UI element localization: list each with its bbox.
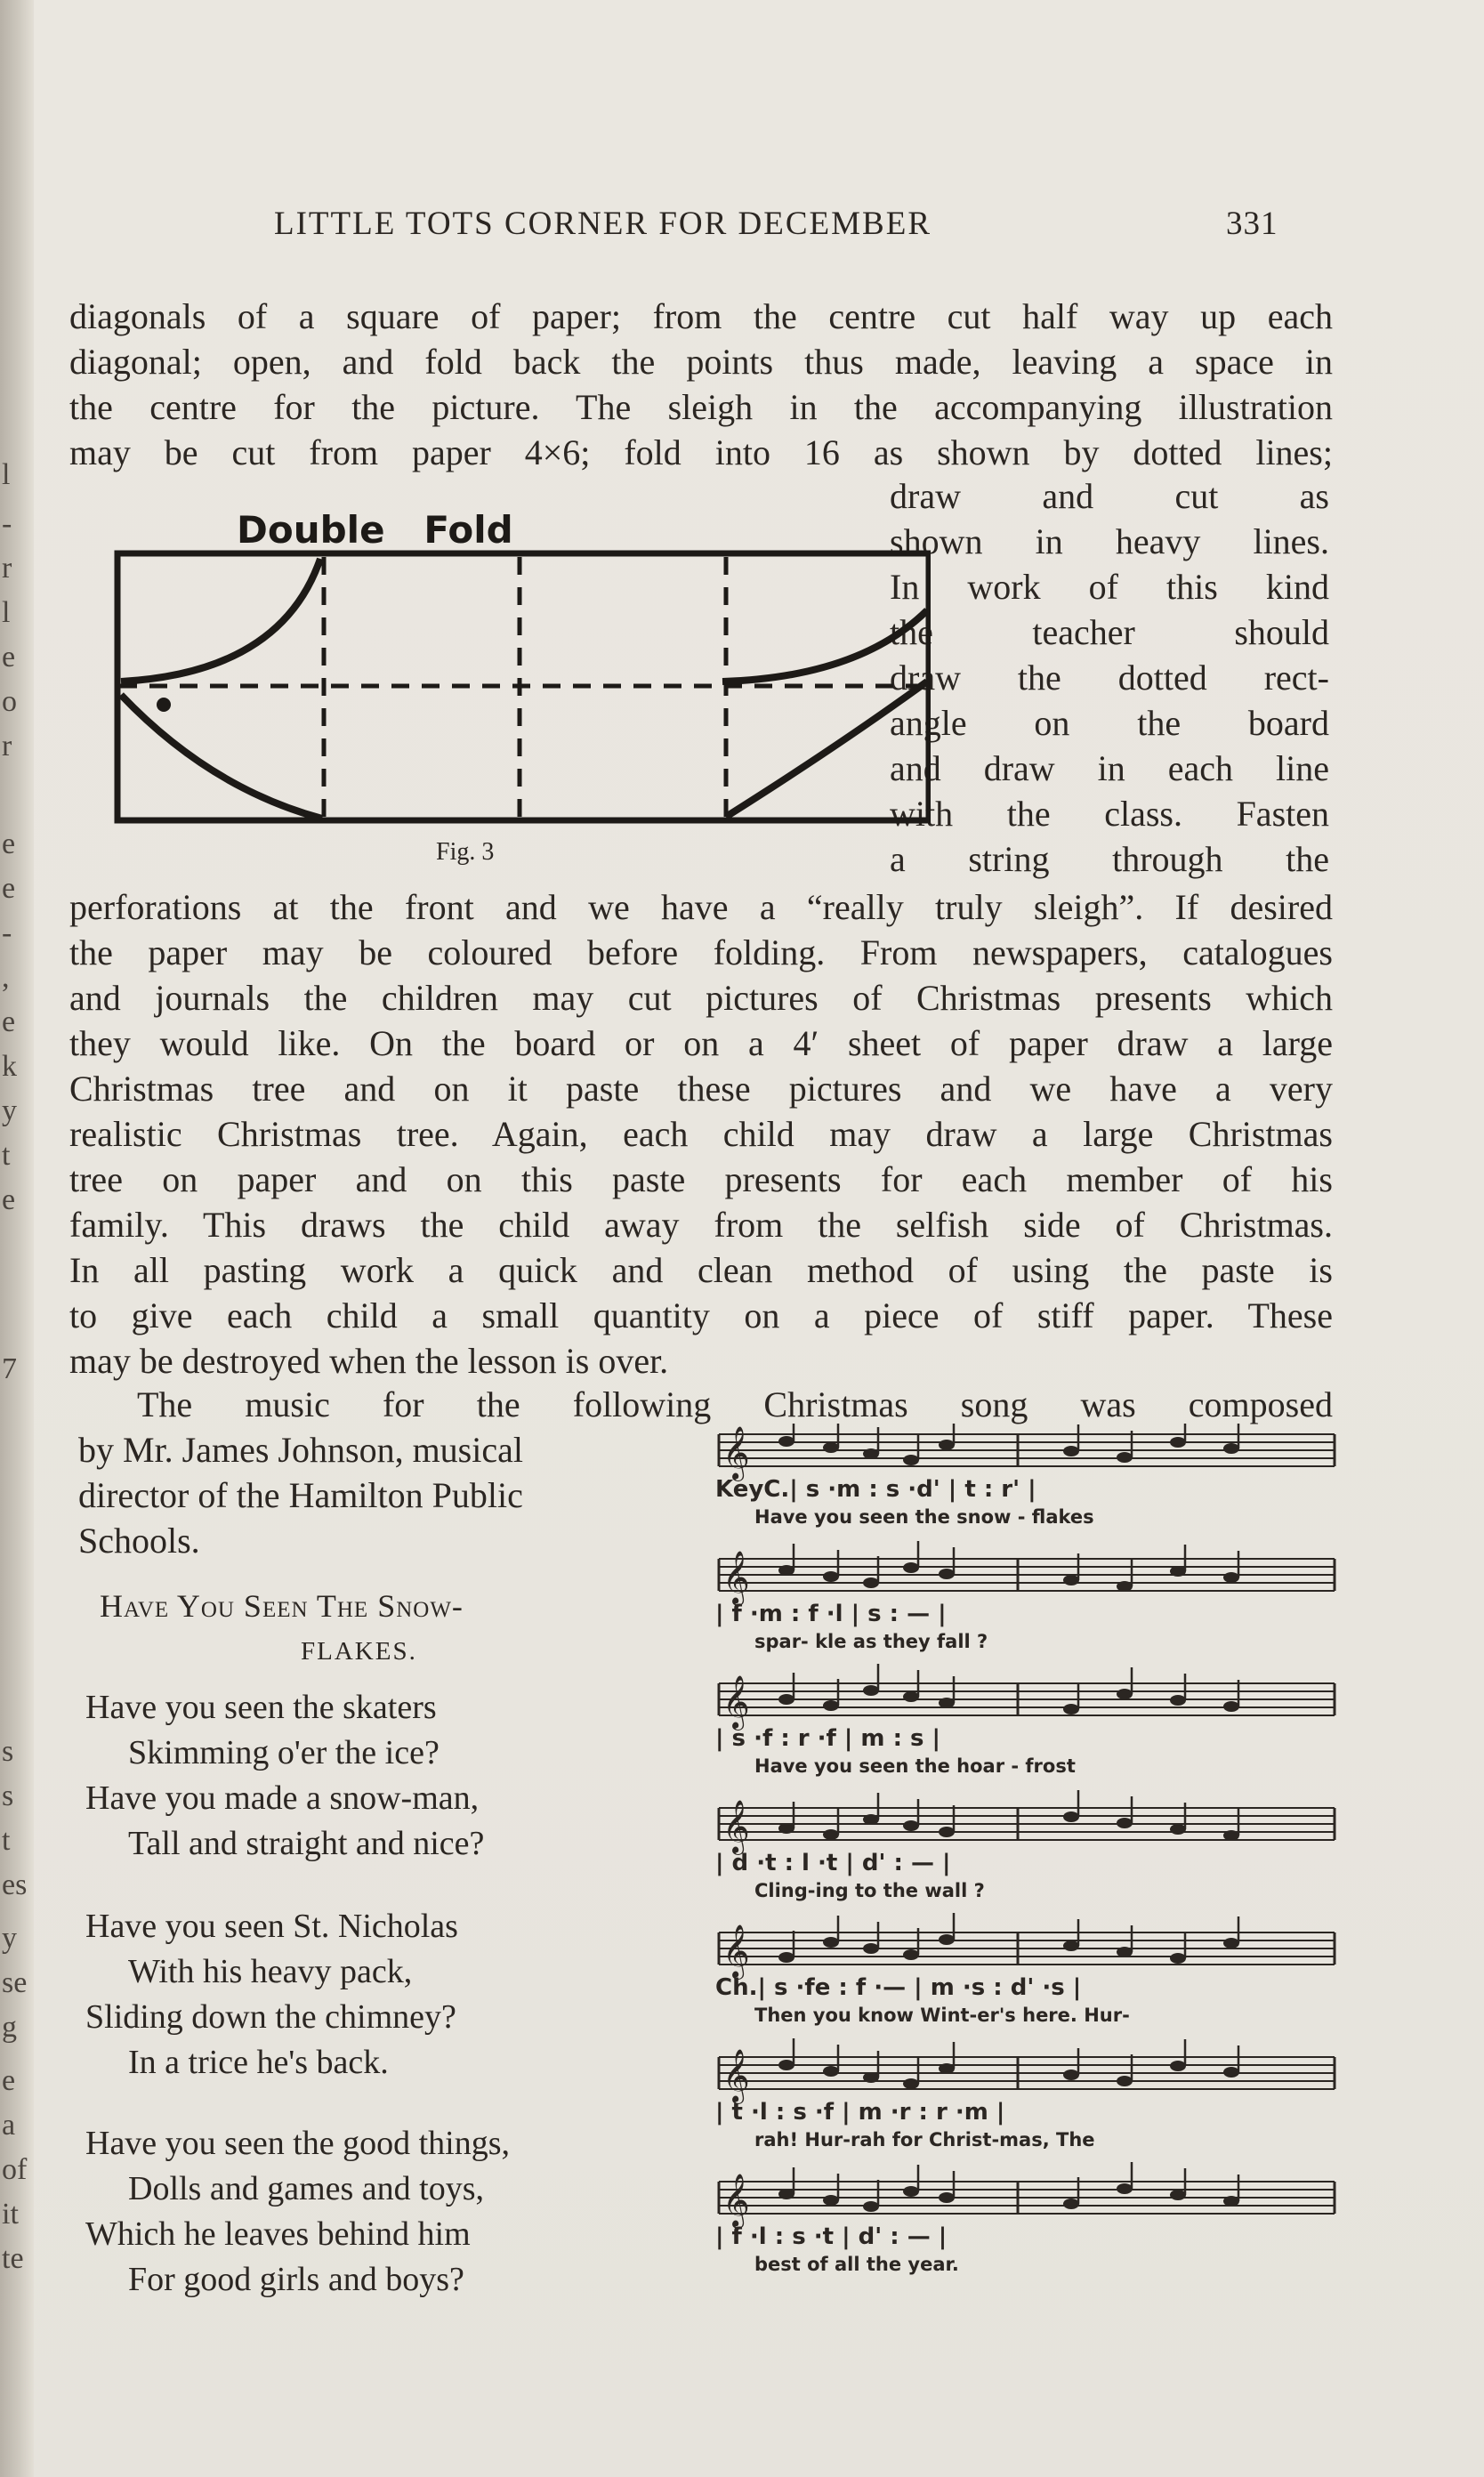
text-line: perforations at the front and we have a “really truly sleigh”. If desired [69, 887, 1333, 927]
facing-page-glyph: es [2, 1868, 28, 1901]
note-head [939, 2063, 955, 2074]
note-head [863, 2201, 879, 2212]
poem-line: Dolls and games and toys, [128, 2170, 485, 2207]
note-head [823, 2066, 839, 2077]
facing-page-glyph: e [2, 1183, 16, 1216]
intro-paragraph [69, 294, 1333, 475]
figure-caption: Fig. 3 [436, 838, 495, 866]
tonic-solfa-line: | s ·f : r ·f | m : s | [715, 1725, 941, 1752]
text-line: In all pasting work a quick and clean method of using the paste is [69, 1250, 1333, 1290]
lyrics-line: best of all the year. [754, 2254, 959, 2275]
poem-title: Have You Seen The Snow- [100, 1588, 464, 1624]
note-head [1063, 1940, 1079, 1951]
text-line: by Mr. James Johnson, musical [78, 1430, 523, 1470]
facing-page-glyph: - [2, 916, 12, 949]
note-head [1117, 2076, 1133, 2086]
note-head [1170, 1566, 1186, 1577]
dotted-fold-lines [119, 557, 927, 819]
poem-line: Have you seen St. Nicholas [85, 1908, 458, 1945]
facing-page-glyph: e [2, 827, 16, 860]
text-line: may be destroyed when the lesson is over. [69, 1341, 669, 1381]
note-head [823, 1442, 839, 1453]
facing-page-glyph: s [2, 1735, 14, 1768]
music-staff [715, 1664, 1335, 1777]
note-head [903, 1691, 919, 1702]
facing-page-edge [0, 0, 36, 2477]
text-line: a string through the [890, 839, 1329, 879]
note-head [1117, 1818, 1133, 1828]
note-head [1117, 1452, 1133, 1463]
lyrics-line: spar- kle as they fall ? [754, 1631, 988, 1652]
facing-page-glyph: t [2, 1139, 11, 1172]
lyrics-line: rah! Hur-rah for Christ-mas, The [754, 2129, 1095, 2150]
note-head [1063, 2199, 1079, 2209]
music-intro-first-line: The music for the following Christmas song was composed [137, 1384, 1333, 1424]
text-line: to give each child a small quantity on a piece of stiff paper. These [69, 1295, 1333, 1335]
note-head [1170, 1437, 1186, 1448]
note-head [823, 1700, 839, 1711]
lyrics-line: Have you seen the snow - flakes [754, 1506, 1094, 1528]
note-head [1117, 1689, 1133, 1699]
treble-clef-icon: 𝄞 [722, 2174, 750, 2227]
note-head [1170, 2061, 1186, 2071]
tonic-solfa-line: | f ·l : s ·t | d' : — | [715, 2223, 948, 2250]
poem-stanza-2 [85, 1904, 458, 2086]
treble-clef-icon: 𝄞 [722, 1551, 750, 1604]
note-head [778, 1436, 794, 1447]
note-head [1170, 2190, 1186, 2200]
note-head [903, 1820, 919, 1831]
facing-page-glyph: it [2, 2198, 19, 2231]
text-line: and draw in each line [890, 748, 1329, 788]
facing-page-glyph: , [2, 961, 10, 994]
book-page [34, 0, 1484, 2477]
note-head [1223, 1830, 1239, 1841]
text-line: Christmas tree and on it paste these pictures and we have a very [69, 1069, 1333, 1109]
note-head [778, 1823, 794, 1834]
facing-page-glyph: te [2, 2242, 24, 2275]
music-staff [715, 1790, 1335, 1901]
text-line: family. This draws the child away from the selfish side of Christmas. [69, 1205, 1333, 1245]
text-line: Schools. [78, 1521, 200, 1561]
note-head [863, 1685, 879, 1696]
note-head [903, 2078, 919, 2089]
facing-page-glyph: r [2, 730, 12, 762]
poem-stanza-1 [85, 1685, 484, 1867]
facing-page-glyph: se [2, 1966, 28, 1999]
lyrics-line: Then you know Wint-er's here. Hur- [754, 2005, 1130, 2026]
text-line: angle on the board [890, 703, 1329, 743]
poem-line: For good girls and boys? [128, 2261, 464, 2298]
note-head [1223, 1938, 1239, 1949]
text-line: they would like. On the board or on a 4′ sheet of paper draw a large [69, 1023, 1333, 1063]
note-head [778, 2189, 794, 2199]
poem-line: Have you made a snow-man, [85, 1779, 480, 1817]
facing-page-glyph: 7 [2, 1352, 17, 1385]
text-line: draw the dotted rect- [890, 658, 1329, 698]
music-staff [715, 1913, 1335, 2026]
note-head [1223, 2067, 1239, 2078]
note-head [903, 1562, 919, 1573]
facing-page-glyph: y [2, 1094, 17, 1127]
text-line: draw and cut as [890, 476, 1329, 516]
cut-lines [121, 559, 927, 819]
music-staff [715, 2162, 1335, 2275]
treble-clef-icon: 𝄞 [722, 1426, 750, 1480]
note-head [1063, 1575, 1079, 1585]
note-head [1170, 1953, 1186, 1964]
treble-clef-icon: 𝄞 [722, 2049, 750, 2102]
poem-line: Have you seen the good things, [85, 2125, 511, 2162]
note-head [778, 2060, 794, 2070]
facing-page-glyph: k [2, 1050, 17, 1083]
tonic-solfa-line: | d ·t : l ·t | d' : — | [715, 1850, 951, 1876]
text-line: shown in heavy lines. [890, 521, 1329, 561]
note-head [939, 1827, 955, 1837]
poem-line: With his heavy pack, [128, 1953, 413, 1990]
facing-page-glyph: g [2, 2011, 17, 2044]
note-head [778, 1694, 794, 1705]
facing-page-glyph: o [2, 685, 17, 718]
note-head [1063, 2070, 1079, 2080]
note-head [823, 2195, 839, 2206]
note-head [939, 1934, 955, 1945]
facing-page-glyph: e [2, 2064, 16, 2097]
facing-page-glyph: e [2, 641, 16, 674]
facing-page-glyph: - [2, 507, 12, 540]
note-head [863, 1814, 879, 1825]
note-head [823, 1937, 839, 1948]
text-line: the paper may be coloured before folding. From newspapers, catalogues [69, 932, 1333, 972]
text-line: tree on paper and on this paste presents for each member of his [69, 1159, 1333, 1199]
note-head [1063, 1446, 1079, 1456]
note-head [903, 1949, 919, 1960]
page-number: 331 [1226, 206, 1278, 242]
wrapped-text-column [890, 473, 1329, 882]
running-title: LITTLE TOTS CORNER FOR DECEMBER [274, 206, 932, 242]
note-head [1063, 1811, 1079, 1822]
note-head [863, 1448, 879, 1459]
treble-clef-icon: 𝄞 [722, 1924, 750, 1978]
tonic-solfa-line: KeyC.| s ·m : s ·d' | t : r' | [715, 1476, 1036, 1503]
music-staff [715, 2038, 1335, 2150]
note-head [1117, 1581, 1133, 1592]
poem-stanza-3 [85, 2121, 510, 2303]
note-head [1223, 1701, 1239, 1712]
note-head [939, 1698, 955, 1708]
poem-title-continued: FLAKES. [301, 1637, 417, 1666]
tonic-solfa-line: Ch.| s ·fe : f ·— | m ·s : d' ·s | [715, 1974, 1082, 2001]
note-head [863, 1943, 879, 1954]
facing-page-glyph: e [2, 872, 16, 905]
note-head [903, 1455, 919, 1465]
treble-clef-icon: 𝄞 [722, 1675, 750, 1729]
figure-heading: Double Fold [237, 508, 513, 552]
note-head [903, 2186, 919, 2197]
tonic-solfa-line: | t ·l : s ·f | m ·r : r ·m | [715, 2099, 1005, 2126]
text-line: the centre for the picture. The sleigh in the accompanying illustration [69, 387, 1333, 427]
note-head [1063, 1704, 1079, 1715]
poem-line: Have you seen the skaters [85, 1689, 437, 1726]
perforation-dot [157, 698, 171, 712]
note-head [1223, 2196, 1239, 2207]
tonic-solfa-line: | f ·m : f ·l | s : — | [715, 1601, 947, 1627]
note-head [823, 1571, 839, 1582]
poem-line: Tall and straight and nice? [128, 1825, 485, 1862]
note-head [1117, 2183, 1133, 2194]
music-intro-lines [78, 1427, 657, 1563]
facing-page-glyph: l [2, 596, 11, 629]
note-head [1117, 1947, 1133, 1957]
poem-line: Sliding down the chimney? [85, 1998, 456, 2036]
lyrics-line: Have you seen the hoar - frost [754, 1755, 1076, 1777]
facing-page-glyph: s [2, 1779, 14, 1812]
note-head [1170, 1695, 1186, 1706]
note-head [939, 2192, 955, 2203]
music-staff [715, 1424, 1335, 1528]
note-head [939, 1569, 955, 1579]
treble-clef-icon: 𝄞 [722, 1800, 750, 1853]
music-staff [715, 1541, 1335, 1652]
poem-line: In a trice he's back. [128, 2044, 389, 2081]
sleigh-fold-figure [77, 504, 931, 859]
poem-line: Skimming o'er the ice? [128, 1734, 440, 1771]
facing-page-glyph: e [2, 1005, 16, 1038]
note-head [1170, 1824, 1186, 1835]
text-line: diagonal; open, and fold back the points thus made, leaving a space in [69, 342, 1333, 382]
text-line: with the class. Fasten [890, 794, 1329, 834]
poem-line: Which he leaves behind him [85, 2215, 471, 2253]
note-head [778, 1952, 794, 1963]
facing-page-glyph: l [2, 458, 11, 491]
facing-page-glyph: t [2, 1824, 11, 1857]
text-line: may be cut from paper 4×6; fold into 16 as shown by dotted lines; [69, 432, 1333, 472]
facing-page-glyph: y [2, 1922, 17, 1955]
text-line: realistic Christmas tree. Again, each child may draw a large Christmas [69, 1114, 1333, 1154]
facing-page-glyph: r [2, 552, 12, 585]
note-head [823, 1829, 839, 1840]
lyrics-line: Cling-ing to the wall ? [754, 1880, 985, 1901]
text-line: and journals the children may cut pictures of Christmas presents which [69, 978, 1333, 1018]
facing-page-glyph: a [2, 2109, 16, 2142]
text-line: diagonals of a square of paper; from the centre cut half way up each [69, 296, 1333, 336]
facing-page-glyph: of [2, 2153, 28, 2186]
text-line: director of the Hamilton Public [78, 1475, 523, 1515]
note-head [863, 1577, 879, 1588]
text-line: In work of this kind [890, 567, 1329, 607]
note-head [1223, 1443, 1239, 1454]
note-head [939, 1440, 955, 1450]
note-head [1223, 1572, 1239, 1583]
music-score [680, 1424, 1347, 2313]
note-head [778, 1565, 794, 1576]
body-paragraph [69, 884, 1333, 1384]
text-line: the teacher should [890, 612, 1329, 652]
note-head [863, 2072, 879, 2083]
